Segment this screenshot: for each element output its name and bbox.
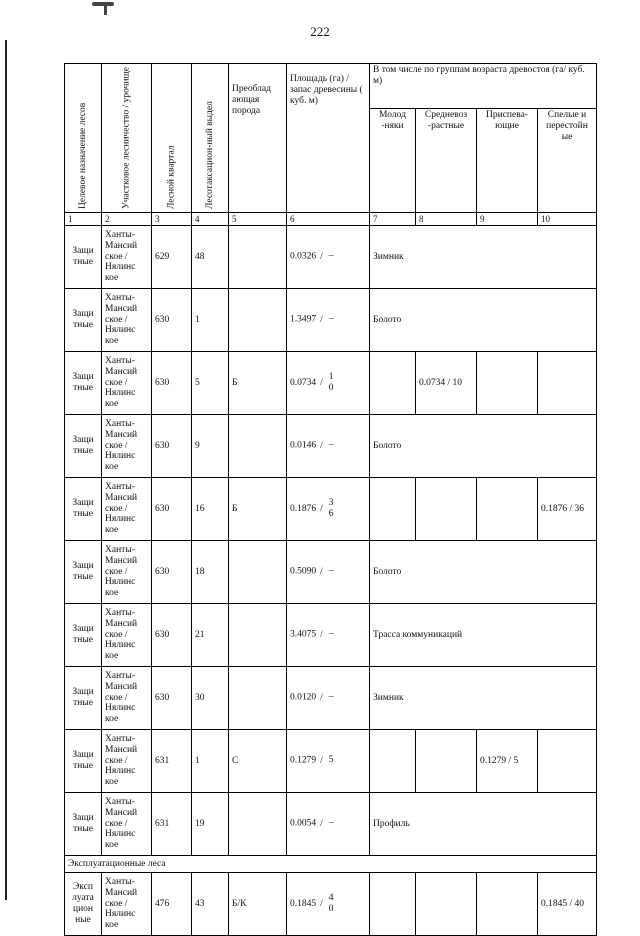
slash-separator: / <box>320 692 323 703</box>
column-number: 7 <box>370 213 416 226</box>
stock-value <box>329 893 334 915</box>
cell-note: Зимник <box>370 226 597 289</box>
header-species: Преоблад ающая порода <box>229 64 287 213</box>
cell-allotment: 19 <box>192 793 229 856</box>
cell-area-stock <box>287 478 370 541</box>
cell-allotment: 21 <box>192 604 229 667</box>
cell-area-stock <box>287 415 370 478</box>
cell-young <box>370 873 416 936</box>
table-row <box>65 667 597 730</box>
cell-forestry: Ханты-Мансий ское / Нялинс кое <box>102 793 152 856</box>
cell-young <box>370 352 416 415</box>
header-maturing: Приспева- ющие <box>477 109 538 213</box>
table-row <box>65 226 597 289</box>
cell-purpose: Защи тные <box>65 541 102 604</box>
cell-purpose: Эксп луата цион ные <box>65 873 102 936</box>
cell-species <box>229 415 287 478</box>
column-number: 5 <box>229 213 287 226</box>
area-value: 0.0120 <box>290 692 317 703</box>
stock-top: 1 <box>328 372 334 382</box>
area-value: 0.1876 <box>290 504 317 515</box>
stock-value <box>329 755 334 766</box>
header-mature: Спелые и перестойн ые <box>538 109 597 213</box>
slash-separator: / <box>320 314 323 325</box>
cell-purpose: Защи тные <box>65 793 102 856</box>
table-row <box>65 873 597 936</box>
header-area: Площадь (га) / запас древесины ( куб. м) <box>287 64 370 213</box>
cell-quarter: 630 <box>152 352 192 415</box>
stock-top: 5 <box>328 755 334 766</box>
section-label: Эксплуатационные леса <box>65 856 597 873</box>
stock-top: – <box>328 440 334 451</box>
table-row <box>65 352 597 415</box>
cell-allotment: 43 <box>192 873 229 936</box>
page-number: 222 <box>310 24 330 39</box>
stock-top: – <box>328 566 334 577</box>
header-purpose: Целевое назначение лесов <box>65 64 102 213</box>
stock-value <box>329 566 334 577</box>
stock-value <box>329 314 334 325</box>
area-value: 0.0146 <box>290 440 317 451</box>
section-block <box>65 856 597 873</box>
cell-forestry: Ханты-Мансий ское / Нялинс кое <box>102 289 152 352</box>
stock-value <box>329 818 334 829</box>
forest-table <box>64 63 597 936</box>
slash-separator: / <box>320 566 323 577</box>
stock-value <box>329 629 334 640</box>
slash-separator: / <box>320 251 323 262</box>
stock-value <box>329 440 334 451</box>
table-row <box>65 478 597 541</box>
cell-mature <box>538 352 597 415</box>
stock-top: 3 <box>328 498 334 508</box>
table-row <box>65 415 597 478</box>
cell-area-stock <box>287 604 370 667</box>
cell-purpose: Защи тные <box>65 730 102 793</box>
cell-allotment: 5 <box>192 352 229 415</box>
cell-area-stock <box>287 226 370 289</box>
stock-top: – <box>328 692 334 703</box>
header-forestry: Участковое лесничество / урочище <box>102 64 152 213</box>
area-value: 0.0734 <box>290 378 317 389</box>
cell-forestry: Ханты-Мансий ское / Нялинс кое <box>102 352 152 415</box>
cell-middle <box>416 478 477 541</box>
slash-separator: / <box>320 440 323 451</box>
cell-area-stock <box>287 793 370 856</box>
stock-top: 4 <box>328 893 334 903</box>
cell-quarter: 630 <box>152 289 192 352</box>
cell-middle <box>416 873 477 936</box>
cell-species <box>229 226 287 289</box>
slash-separator: / <box>320 755 323 766</box>
cell-quarter: 631 <box>152 793 192 856</box>
stock-value <box>329 251 334 262</box>
table-row <box>65 289 597 352</box>
table-row <box>65 541 597 604</box>
cell-purpose: Защи тные <box>65 352 102 415</box>
table-row <box>65 730 597 793</box>
cell-area-stock <box>287 667 370 730</box>
area-value: 0.5090 <box>290 566 317 577</box>
cell-quarter: 476 <box>152 873 192 936</box>
cell-quarter: 630 <box>152 604 192 667</box>
cell-allotment: 48 <box>192 226 229 289</box>
column-number: 3 <box>152 213 192 226</box>
cell-note: Трасса коммуникаций <box>370 604 597 667</box>
scan-smudge <box>92 2 114 6</box>
area-value: 0.0054 <box>290 818 317 829</box>
stock-value <box>329 498 334 520</box>
cell-species <box>229 667 287 730</box>
stock-top: – <box>328 818 334 829</box>
header-age-groups: В том числе по группам возраста древостоя (га/ куб. м) <box>370 64 597 109</box>
cell-forestry: Ханты-Мансий ское / Нялинс кое <box>102 730 152 793</box>
cell-area-stock <box>287 352 370 415</box>
cell-purpose: Защи тные <box>65 289 102 352</box>
slash-separator: / <box>320 378 323 389</box>
column-number: 8 <box>416 213 477 226</box>
cell-species <box>229 793 287 856</box>
cell-young <box>370 478 416 541</box>
header-young: Молод -няки <box>370 109 416 213</box>
cell-forestry: Ханты-Мансий ское / Нялинс кое <box>102 541 152 604</box>
table-body <box>65 226 597 856</box>
header-middle: Средневоз -растные <box>416 109 477 213</box>
cell-area-stock <box>287 289 370 352</box>
cell-species <box>229 541 287 604</box>
stock-bottom: 0 <box>328 383 334 393</box>
cell-maturing: 0.1279 / 5 <box>477 730 538 793</box>
cell-purpose: Защи тные <box>65 226 102 289</box>
cell-mature: 0.1845 / 40 <box>538 873 597 936</box>
slash-separator: / <box>320 899 323 910</box>
header-quarter: Лесной квартал <box>152 64 192 213</box>
stock-value <box>329 372 334 394</box>
cell-area-stock <box>287 730 370 793</box>
cell-area-stock <box>287 873 370 936</box>
stock-value <box>329 692 334 703</box>
slash-separator: / <box>320 629 323 640</box>
stock-top: – <box>328 629 334 640</box>
cell-note: Зимник <box>370 667 597 730</box>
area-value: 0.1845 <box>290 899 317 910</box>
cell-young <box>370 730 416 793</box>
column-number: 6 <box>287 213 370 226</box>
cell-species: С <box>229 730 287 793</box>
cell-quarter: 630 <box>152 667 192 730</box>
cell-allotment: 9 <box>192 415 229 478</box>
cell-quarter: 630 <box>152 541 192 604</box>
cell-allotment: 1 <box>192 289 229 352</box>
cell-note: Болото <box>370 289 597 352</box>
cell-forestry: Ханты-Мансий ское / Нялинс кое <box>102 604 152 667</box>
cell-area-stock <box>287 541 370 604</box>
cell-maturing <box>477 352 538 415</box>
column-number: 1 <box>65 213 102 226</box>
stock-bottom: 0 <box>328 904 334 914</box>
cell-purpose: Защи тные <box>65 478 102 541</box>
cell-species: Б <box>229 352 287 415</box>
table-row <box>65 604 597 667</box>
stock-bottom: 6 <box>328 509 334 519</box>
column-number: 2 <box>102 213 152 226</box>
area-value: 3.4075 <box>290 629 317 640</box>
table-row <box>65 793 597 856</box>
header-allotment: Лесотаксацион-ный выдел <box>192 64 229 213</box>
cell-species: Б/К <box>229 873 287 936</box>
cell-quarter: 629 <box>152 226 192 289</box>
cell-mature: 0.1876 / 36 <box>538 478 597 541</box>
cell-species <box>229 289 287 352</box>
cell-note: Профиль <box>370 793 597 856</box>
cell-quarter: 631 <box>152 730 192 793</box>
cell-allotment: 1 <box>192 730 229 793</box>
column-numbers-row <box>65 213 597 226</box>
cell-note: Болото <box>370 415 597 478</box>
area-value: 1.3497 <box>290 314 317 325</box>
cell-forestry: Ханты-Мансий ское / Нялинс кое <box>102 226 152 289</box>
cell-maturing <box>477 478 538 541</box>
cell-allotment: 30 <box>192 667 229 730</box>
cell-forestry: Ханты-Мансий ское / Нялинс кое <box>102 415 152 478</box>
cell-purpose: Защи тные <box>65 604 102 667</box>
cell-allotment: 18 <box>192 541 229 604</box>
cell-purpose: Защи тные <box>65 415 102 478</box>
cell-species: Б <box>229 478 287 541</box>
margin-bar <box>5 40 7 900</box>
slash-separator: / <box>320 504 323 515</box>
column-number: 10 <box>538 213 597 226</box>
cell-species <box>229 604 287 667</box>
cell-forestry: Ханты-Мансий ское / Нялинс кое <box>102 873 152 936</box>
cell-note: Болото <box>370 541 597 604</box>
cell-middle: 0.0734 / 10 <box>416 352 477 415</box>
cell-mature <box>538 730 597 793</box>
area-value: 0.1279 <box>290 755 317 766</box>
stock-top: – <box>328 314 334 325</box>
cell-forestry: Ханты-Мансий ское / Нялинс кое <box>102 478 152 541</box>
column-number: 9 <box>477 213 538 226</box>
cell-quarter: 630 <box>152 415 192 478</box>
cell-allotment: 16 <box>192 478 229 541</box>
cell-forestry: Ханты-Мансий ское / Нялинс кое <box>102 667 152 730</box>
cell-maturing <box>477 873 538 936</box>
cell-purpose: Защи тные <box>65 667 102 730</box>
slash-separator: / <box>320 818 323 829</box>
cell-quarter: 630 <box>152 478 192 541</box>
column-number: 4 <box>192 213 229 226</box>
cell-middle <box>416 730 477 793</box>
table-body-exploitation <box>65 873 597 936</box>
scan-smudge <box>104 5 107 15</box>
stock-top: – <box>328 251 334 262</box>
area-value: 0.0326 <box>290 251 317 262</box>
